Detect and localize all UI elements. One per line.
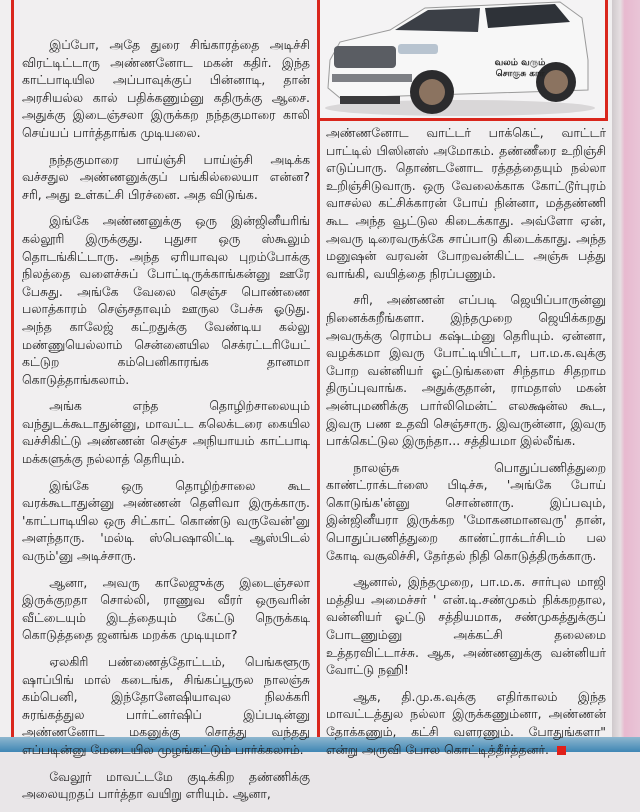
- suv-car-image: [320, 0, 605, 118]
- paragraph: நாலஞ்சு பொதுப்பணித்துறை காண்ட்ராக்டர்ஸை பிடிச்சு, 'அங்கே போய் கொடுங்க'ன்னு சொன்னாரு. இப்பவும், இன்ஜினீயரா இருக்கற 'மோகனமானவரு' தான், பொதுப்பணித்துறை காண்ட்ராக்டர்சிடம் பல கோடி வசூலிச்சி, தேர்தல் நிதி கொடுத்திருக்காரு.: [326, 459, 606, 563]
- adjacent-page-edge: [612, 0, 640, 740]
- paragraph: வேலூர் மாவட்டமே குடிக்கிற தண்ணிக்கு அலையுறதப் பார்த்தா வயிறு எரியும். ஆனா,: [22, 768, 310, 802]
- paragraph: ஆனால், இந்தமுறை, பா.ம.க. சார்புல மாஜி மத்திய அமைச்சர் ' என்.டி.சண்முகம் நிக்கறதால, வன்னியர் ஓட்டு சத்தியமாக, சண்முகத்துக்குப் போடணும்னு அக்கட்சி தலைமை உத்தரவிட்டாச்சு. ஆக, அண்ணனுக்கு வன்னியர் வோட்டு நஹி!: [326, 574, 606, 678]
- paragraph: இப்போ, அதே துரை சிங்காரத்தை அடிச்சி விரட்டிட்டாரு அண்ணனோட மகன் கதிர். இந்த காட்பாடியில அப்பாவுக்குப் பின்னாடி, தான் அரசியல்ல கால் பதிக்கணும்னு கதிருக்கு ஆசை. அதுக்கு இடைஞ்சலா இருக்கற நந்தகுமாரை காலி செய்யப் பார்த்தாங்க முடியலை.: [22, 37, 310, 140]
- end-of-article-square-icon: [557, 746, 566, 755]
- paragraph: இங்கே ஒரு தொழிற்சாலை கூட வரக்கூடாதுன்னு அண்ணன் தெளிவா இருக்காரு. 'காட்பாடியில ஒரு சிட்காட் கொண்டு வருவேன்'னு அளந்தாரு. 'மல்டி ஸ்பெஷாலிட்டி ஆஸ்பிடல் வரும்'னு அடிச்சாரு.: [22, 477, 310, 564]
- left-column: [22, 36, 310, 812]
- left-red-rule: [11, 0, 14, 737]
- paragraph: அங்க எந்த தொழிற்சாலையும் வந்துடக்கூடாதுன்னு, மாவட்ட கலெக்டரை கையில வச்சிகிட்டு அண்ணன் செஞ்ச அநியாயம் காட்பாடி மக்களுக்கு நல்லாத் தெரியும்.: [22, 398, 310, 467]
- paragraph: சரி, அண்ணன் எப்படி ஜெயிப்பாருன்னு நினைக்கறீங்களா. இந்தமுறை ஜெயிக்கறது அவருக்கு ரொம்ப கஷ்டம்னு தெரியும். ஏன்னா, வழக்கமா இவரு போட்டியிட்டா, பா.ம.க.வுக்கு போற வன்னியர் ஓட்டுங்களை சிந்தாம சிதறாம திருப்புவாங்க. அதுக்குதான், ராமதாஸ் மகன் அன்புமணிக்கு பார்லிமென்ட் எலக்ஷன்ல கூட, இவரு பண உதவி செஞ்சாரு. இவருன்னா, இவரு பாக்கெட்டுல இருந்தா... சத்தியமா இல்லீங்க.: [326, 292, 606, 449]
- car-photo: [317, 0, 608, 121]
- paragraph: அண்ணனோட வாட்டர் பாக்கெட், வாட்டர் பாட்டில் பிஸினஸ் அமோகம். தண்ணீரை உறிஞ்சி எடுப்பாரு. தொண்டனோட ரத்தத்தையும் நல்லா உறிஞ்சிடுவாரு. ஒரு வேலைக்காக கோட்டூர்புரம் வாசல்ல கட்சிக்காரன் போய் நின்னா, மத்தண்ணி கூட அந்த வூட்டுல கிடைக்காது. அவ்ளோ ஏன், அவரு டிரைவருக்கே சாப்பாடு கிடைக்காது. அந்த மனுஷன் வரவன் போறவன்கிட்ட அஞ்சு பத்து வாங்கி, வயித்தை நிரப்பணும்.: [326, 125, 606, 281]
- final-paragraph: [326, 688, 606, 758]
- column-divider-rule: [317, 118, 320, 737]
- paragraph: நந்தகுமாரை பாய்ஞ்சி பாய்ஞ்சி அடிக்க வச்சதுல அண்ணனுக்குப் பங்கில்லையா என்ன? சரி, அது உள்கட்சி பிரச்னை. அத விடுங்க.: [22, 151, 310, 202]
- paragraph-text: ஆக, தி.மு.க.வுக்கு எதிர்காலம் இந்த மாவட்டத்துல நல்லா இருக்கணும்னா, அண்ணன் தோக்கணும், கட்சி வளரணும். போதுங்களா" என்று அருவி போல கொட்டித்தீர்த்தனர்.: [326, 688, 606, 757]
- paragraph: இங்கே அண்ணனுக்கு ஒரு இன்ஜினீயரிங் கல்லூரி இருக்குது. புதுசா ஒரு ஸ்கூலும் தொடங்கிட்டாரு. அந்த ஏரியாவுல புறம்போக்கு நிலத்தை வளைச்சுப் போட்டிருக்காங்கன்னு ஊரே பேசுது. அங்கே வேலை செஞ்ச பொண்ணை பலாத்காரம் செஞ்சதாவும் ஊருல பேச்சு ஓடுது. அந்த காலேஜ் கட்றதுக்கு வேண்டிய கல்லு மண்ணுயெல்லாம் சென்னையில செக்ரட்டரியேட் கட்டுற கம்பெனிகாரங்க தானமா கொடுத்தாங்கலாம்.: [22, 213, 310, 387]
- paragraph: ஆனா, அவரு காலேஜுக்கு இடைஞ்சலா இருக்குறதா சொல்லி, ராணுவ வீரர் ஒருவரின் வீட்டையும் இடத்தையும் கேட்டு நெருக்கடி கொடுத்ததை ஜனங்க மறக்க முடியுமா?: [22, 574, 310, 643]
- paragraph: ஏலகிரி பண்ணைத்தோட்டம், பெங்களூரு ஷாப்பிங் மால் கடைங்க, சிங்கப்பூருல நாலஞ்சு கம்பெனி, இந்தோனேஷியாவுல நிலக்கரி சுரங்கத்துல பார்ட்னர்ஷிப் இப்படின்னு அண்ணனோட மகனுக்கு சொத்து வந்தது எப்படின்னு மேடையில முழங்கட்டும் பார்க்கலாம்.: [22, 654, 310, 757]
- right-column: [326, 124, 606, 767]
- image-caption: வலம் வரும் சொகுசு கார்: [494, 58, 546, 79]
